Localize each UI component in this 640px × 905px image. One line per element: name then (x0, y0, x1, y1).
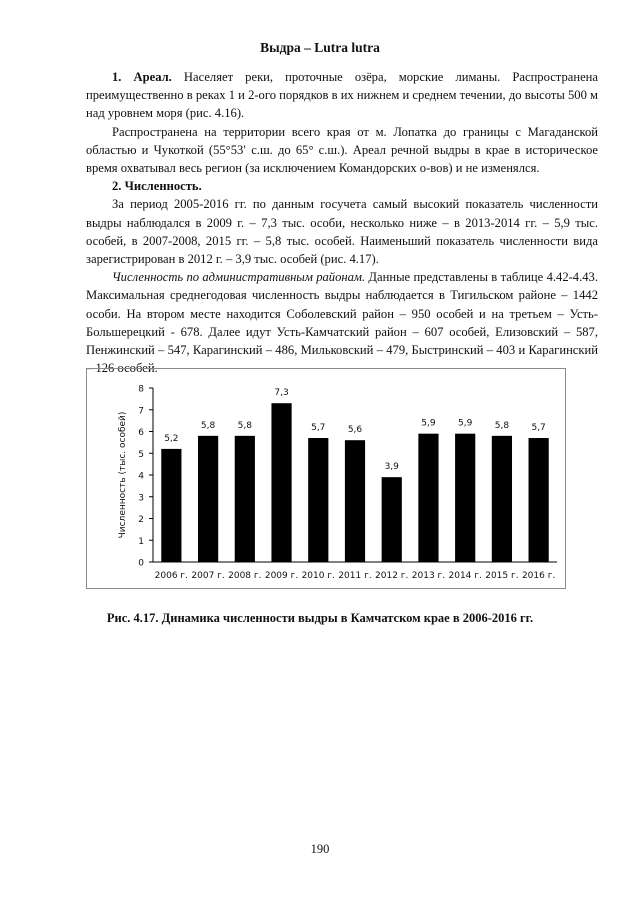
bar-2007г (198, 436, 218, 562)
x-tick-label: 2007 г. (191, 571, 225, 581)
y-tick-label: 7 (138, 406, 144, 417)
x-tick-label: 2012 г. (375, 571, 409, 581)
district-paragraph (86, 268, 598, 377)
y-tick-label: 6 (138, 428, 144, 438)
bar-2014г (455, 434, 475, 562)
bar-value-label: 3,9 (384, 462, 399, 473)
range-paragraph-2: Распространена на территории всего края от м. Лопатка до границы с Магаданской областью и Чукоткой (55°53′ с.ш. до 65° с.ш.). Ареал речной выдры в крае в историческое время охватывал весь регион (за исключением Командорских о-вов) и не изменялся. (86, 124, 598, 176)
bar-value-label: 5,8 (237, 420, 252, 431)
bar-2010г (308, 438, 328, 562)
district-heading: Численность по административным районам. (112, 270, 366, 285)
x-tick-label: 2015 г. (485, 571, 519, 581)
x-tick-label: 2014 г. (448, 571, 482, 581)
x-tick-label: 2006 г. (154, 571, 189, 581)
y-tick-label: 5 (138, 449, 144, 460)
x-tick-label: 2016 г. (521, 571, 556, 581)
bar-value-label: 5,7 (531, 423, 546, 434)
range-paragraph-1-text: Населяет реки, проточные озёра, морские лиманы. Распространена преимущественно в реках 1 и 2-ого порядков в их нижнем и среднем течении, до высоты 500 м над уровнем моря (рис. 4.16). (86, 70, 599, 121)
otter-population-chart (86, 368, 566, 589)
bar-2013г (418, 434, 438, 562)
page-number: 190 (310, 842, 330, 856)
page-title: Выдра – Lutra lutra (260, 40, 380, 55)
body-text (86, 68, 598, 377)
y-axis-title: Численность (тыс. особей) (118, 411, 128, 539)
bar-value-label: 5,9 (458, 418, 473, 429)
y-tick-label: 8 (138, 384, 144, 395)
bar-value-label: 5,6 (347, 425, 363, 436)
y-tick-label: 1 (138, 536, 144, 547)
x-tick-label: 2010 г. (301, 571, 335, 581)
bar-2015г (492, 436, 512, 562)
x-tick-label: 2011 г. (338, 571, 372, 581)
x-tick-label: 2009 г. (264, 571, 299, 581)
range-paragraph-1 (86, 68, 598, 123)
y-tick-label: 3 (138, 493, 144, 504)
bar-value-label: 5,2 (164, 433, 179, 444)
bar-2016г (529, 438, 549, 562)
figure-caption: Рис. 4.17. Динамика численности выдры в Камчатском крае в 2006-2016 гг. (106, 611, 534, 625)
y-tick-label: 2 (138, 515, 144, 525)
district-paragraph-text: Данные представлены в таблице 4.42-4.43. Максимальная среднегодовая численность выдры наблюдается в Тигильском районе – 1442 особи. На втором месте находится Соболевский район – 950 особей и на третьем – Усть-Большерецкий - 678. Далее идут Усть-Камчатский район – 607 особей, Елизовский – 587, Пенжинский – 547, Карагинский – 486, Мильковский – 479, Быстринский – 403 и Карагинский – 126 особей. (86, 270, 598, 376)
bar-2008г (235, 436, 255, 562)
bar-value-label: 5,8 (200, 420, 216, 431)
x-tick-label: 2008 г. (228, 571, 262, 581)
x-tick-label: 2013 г. (411, 571, 446, 581)
abundance-heading: 2. Численность. (112, 179, 202, 194)
bar-value-label: 5,9 (421, 418, 436, 429)
bar-value-label: 7,3 (274, 388, 289, 399)
bar-2011г (345, 440, 365, 562)
y-tick-label: 4 (138, 471, 144, 482)
chart-svg (87, 369, 565, 588)
range-heading: 1. Ареал. (112, 70, 172, 84)
bar-2006г (161, 449, 181, 562)
bar-2012г (382, 477, 402, 562)
bar-2009г (271, 403, 291, 562)
abundance-heading-paragraph (86, 177, 598, 195)
bar-value-label: 5,7 (311, 423, 326, 434)
y-tick-label: 0 (138, 558, 144, 569)
bar-value-label: 5,8 (494, 420, 510, 431)
abundance-paragraph-1: За период 2005-2016 гг. по данным госучета самый высокий показатель численности выдры наблюдался в 2009 г. – 7,3 тыс. особи, несколько ниже – в 2013-2014 гг. – 5,9 тыс. особей, в 2007-2008, 2015 гг. – 5,8 тыс. особей. Наименьший показатель численности вида зарегистрирован в 2012 г. – 3,9 тыс. особей (рис. 4.17). (86, 197, 598, 267)
